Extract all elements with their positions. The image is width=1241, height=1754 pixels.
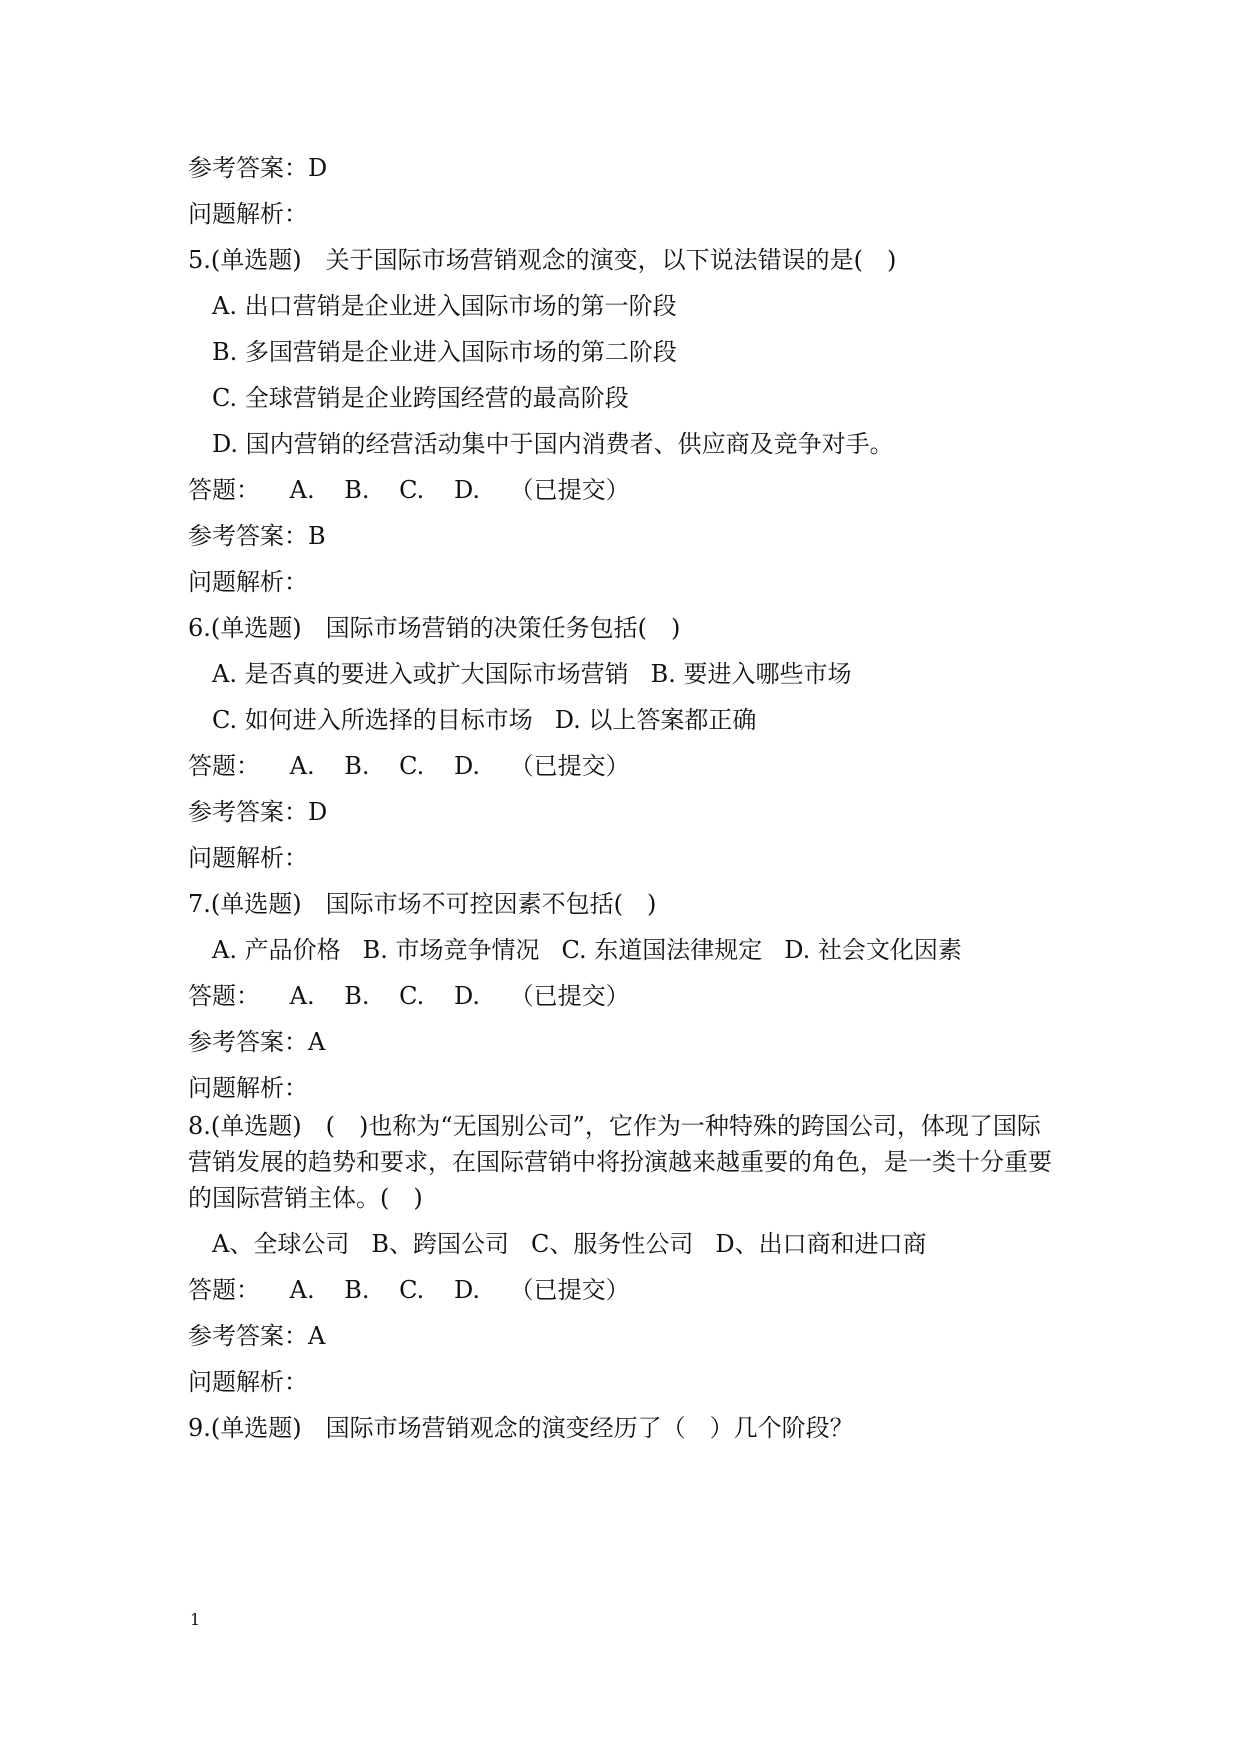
question-7-option-b: B. 市场竞争情况 [362, 936, 540, 964]
question-7-stem: 7.(单选题) 国际市场不可控因素不包括( ) [188, 890, 657, 918]
answer-choice-b[interactable]: B. [344, 476, 370, 504]
answer-choice-b[interactable]: B. [344, 752, 370, 780]
question-5-option-a: A. 出口营销是企业进入国际市场的第一阶段 [212, 292, 677, 320]
question-5-option-b: B. 多国营销是企业进入国际市场的第二阶段 [212, 338, 677, 366]
page-number: 1 [190, 1610, 201, 1629]
submitted-status: （已提交） [509, 1276, 630, 1304]
question-7-options-row [212, 932, 1092, 968]
question-6-stem: 6.(单选题) 国际市场营销的决策任务包括( ) [188, 614, 681, 642]
question-8-option-b: B、跨国公司 [371, 1230, 509, 1258]
question-6-options-row-2 [212, 702, 1092, 738]
question-7-option-c: C. 东道国法律规定 [561, 936, 763, 964]
question-8-answer-row [188, 1272, 1068, 1308]
submitted-status: （已提交） [509, 982, 630, 1010]
answer-label: 答题： [188, 982, 260, 1010]
question-7-option-d: D. 社会文化因素 [784, 936, 962, 964]
answer-choice-b[interactable]: B. [344, 1276, 370, 1304]
question-6-option-c: C. 如何进入所选择的目标市场 [212, 706, 533, 734]
question-8-analysis: 问题解析： [188, 1368, 308, 1396]
question-8-stem: 8.(单选题) ( )也称为“无国别公司”，它作为一种特殊的跨国公司，体现了国际营销发展的趋势和要求，在国际营销中将扮演越来越重要的角色，是一类十分重要的国际营销主体。( ) [188, 1112, 1052, 1212]
question-7-answer-row [188, 978, 1068, 1014]
answer-label: 答题： [188, 476, 260, 504]
question-6-analysis: 问题解析： [188, 844, 308, 872]
answer-choice-d[interactable]: D. [453, 752, 480, 780]
question-5-answer-row [188, 472, 1068, 508]
question-6-option-d: D. 以上答案都正确 [554, 706, 757, 734]
answer-choice-c[interactable]: C. [399, 1276, 425, 1304]
question-8-option-a: A、全球公司 [212, 1230, 350, 1258]
answer-choice-c[interactable]: C. [399, 982, 425, 1010]
question-6-reference-answer: 参考答案：D [188, 798, 328, 826]
answer-label: 答题： [188, 1276, 260, 1304]
question-5-option-d: D. 国内营销的经营活动集中于国内消费者、供应商及竞争对手。 [212, 430, 894, 458]
answer-choice-a[interactable]: A. [289, 1276, 315, 1304]
question-9-stem: 9.(单选题) 国际市场营销观念的演变经历了（ ）几个阶段？ [188, 1414, 854, 1442]
question-7-reference-answer: 参考答案：A [188, 1028, 326, 1056]
question-8-option-d: D、出口商和进口商 [715, 1230, 927, 1258]
answer-choice-a[interactable]: A. [289, 982, 315, 1010]
answer-choice-c[interactable]: C. [399, 752, 425, 780]
question-7-analysis: 问题解析： [188, 1074, 308, 1102]
question-5-stem: 5.(单选题) 关于国际市场营销观念的演变，以下说法错误的是( ) [188, 246, 897, 274]
answer-choice-a[interactable]: A. [289, 752, 315, 780]
question-8-reference-answer: 参考答案：A [188, 1322, 326, 1350]
answer-choice-c[interactable]: C. [399, 476, 425, 504]
question-5-option-c: C. 全球营销是企业跨国经营的最高阶段 [212, 384, 629, 412]
question-6-answer-row [188, 748, 1068, 784]
question-6-options-row-1 [212, 656, 1092, 692]
answer-choice-d[interactable]: D. [453, 1276, 480, 1304]
answer-label: 答题： [188, 752, 260, 780]
question-5-analysis: 问题解析： [188, 568, 308, 596]
submitted-status: （已提交） [509, 752, 630, 780]
analysis-label: 问题解析： [188, 200, 308, 228]
reference-answer: 参考答案：D [188, 154, 328, 182]
answer-choice-a[interactable]: A. [289, 476, 315, 504]
question-6-option-b: B. 要进入哪些市场 [650, 660, 852, 688]
submitted-status: （已提交） [509, 476, 630, 504]
question-8-option-c: C、服务性公司 [530, 1230, 694, 1258]
answer-choice-d[interactable]: D. [453, 982, 480, 1010]
question-7-option-a: A. 产品价格 [212, 936, 341, 964]
answer-choice-b[interactable]: B. [344, 982, 370, 1010]
question-5-reference-answer: 参考答案：B [188, 522, 326, 550]
question-8-options-row [212, 1226, 1092, 1262]
question-6-option-a: A. 是否真的要进入或扩大国际市场营销 [212, 660, 629, 688]
answer-choice-d[interactable]: D. [453, 476, 480, 504]
